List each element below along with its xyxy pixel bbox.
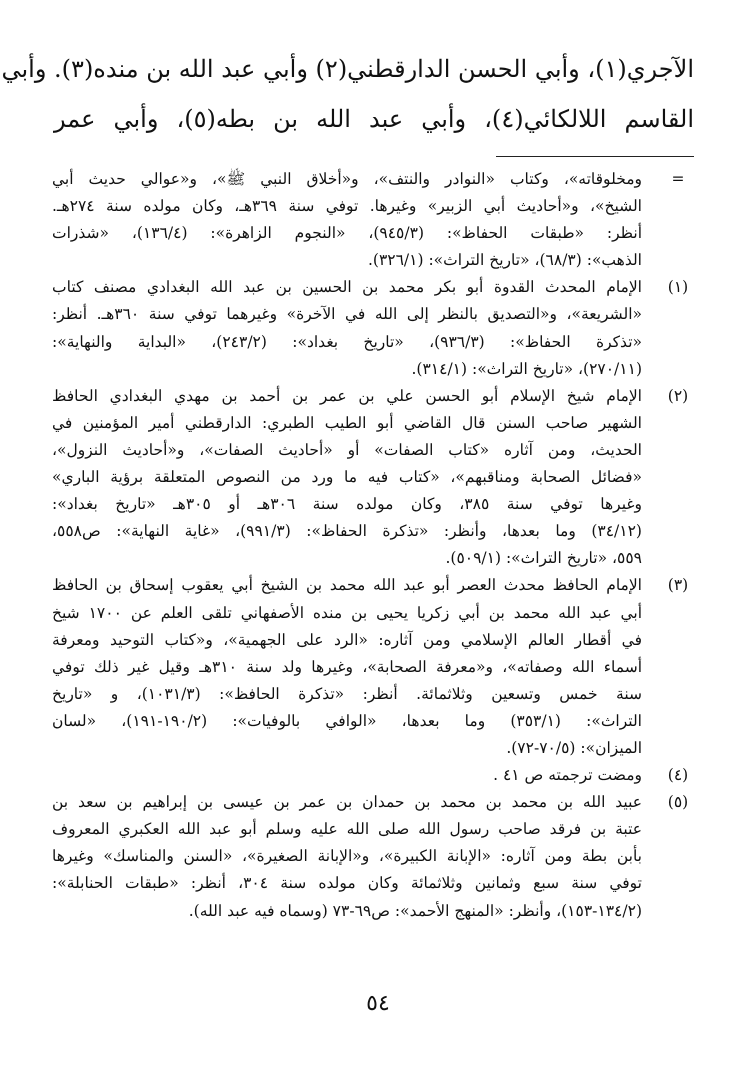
footnote-line: التراث»: (٣٥٣/١) وما بعدها، «الوافي بالوفيات»: (١٩٠/٢-١٩١)، «لسان [52, 711, 642, 730]
footnote-line: الشهير صاحب السنن قال القاضي أبو الطيب الطبري: الدارقطني أمير المؤمنين في [52, 413, 642, 432]
footnote-line: الميزان»: (٧٠/٥-٧٢). [506, 738, 642, 757]
footnote-line: أنظر: «طبقات الحفاظ»: (٩٤٥/٣)، «النجوم الزاهرة»: (١٣٦/٤)، «شذرات [52, 224, 642, 243]
footnote-1 [52, 274, 704, 382]
footnote-line: عتبة بن فرقد صاحب رسول الله صلى الله عليه وسلم أبو عبد الله العكبري المعروف [52, 820, 642, 839]
footnote-line: الشيخ»، و«أحاديث أبي الزبير» وغيرها. توفي سنة ٣٦٩هـ، وكان مولده سنة ٢٧٤هـ. [52, 197, 642, 216]
footnote-5 [52, 789, 704, 924]
footnote-4 [52, 762, 704, 789]
footnote-3 [52, 572, 704, 762]
footnote-line: (٣٤/١٢) وما بعدها، وأنظر: «تذكرة الحفاظ»: (٩٩١/٣)، «غاية النهاية»: ص٥٥٨، [52, 522, 642, 541]
footnote-line: الذهب»: (٦٨/٣)، «تاريخ التراث»: (٣٢٦/١). [367, 251, 642, 270]
footnote-2 [52, 383, 704, 573]
footnote-line: «فضائل الصحابة ومناقبهم»، «كتاب فيه ما ورد من النصوص المتعلقة برؤية الباري» [52, 468, 642, 487]
footnote-line: أسماء الله وصفاته»، و«معرفة الصحابة»، وغيرها ولد سنة ٣١٠هـ وقيل غير ذلك توفي [52, 657, 642, 676]
footnote-line: توفي سنة سبع وثمانين وثلاثمائة وكان مولده سنة ٣٠٤، أنظر: «طبقات الحنابلة»: [52, 874, 642, 893]
footnote-line: أبي عبد الله محمد بن أبي زكريا يحيى بن منده الأصفهاني تلقى العلم عن ١٧٠٠ شيخ [52, 603, 642, 622]
footnote-line: «تذكرة الحفاظ»: (٩٣٦/٣)، «تاريخ بغداد»: (٢٤٣/٢)، «البداية والنهاية»: [52, 332, 642, 351]
footnote-marker: (٣) [667, 576, 689, 595]
main-text-line: الآجري(١)، وأبي الحسن الدارقطني(٢) وأبي عبد الله بن منده(٣). وأبي [1, 55, 694, 83]
footnote-line: بأبن بطة ومن آثاره: «الإبانة الكبيرة»، و«الإبانة الصغيرة»، «السنن والمناسك» وغيرها [52, 847, 642, 866]
footnote-line: في أقطار العالم الإسلامي ومن آثاره: «الرد على الجهمية»، و«كتاب التوحيد ومعرفة [52, 630, 642, 649]
footnote-marker: (٢) [667, 386, 689, 405]
footnotes [52, 166, 704, 925]
footnote-marker: (٥) [667, 793, 689, 812]
footnote-separator [496, 156, 694, 157]
footnote-line: عبيد الله بن محمد بن محمد بن حمدان بن عمر بن عيسى بن إبراهيم بن سعد بن [52, 793, 642, 812]
footnote-line: وغيرها توفي سنة ٣٨٥، وكان مولده سنة ٣٠٦هـ أو ٣٠٥هـ «تاريخ بغداد»: [52, 495, 642, 514]
footnote-marker: (١) [667, 278, 689, 297]
footnote-marker: (٤) [667, 766, 689, 785]
footnote-line: سنة خمس وتسعين وثلاثمائة. أنظر: «تذكرة الحافظ»: (١٠٣١/٣)، و «تاريخ [52, 684, 643, 703]
footnote-line: الحديث، ومن آثاره «كتاب الصفات» أو «أحاديث الصفات»، و«أحاديث النزول»، [52, 440, 642, 459]
footnote-line: ومخلوقاته»، وكتاب «النوادر والنتف»، و«أخلاق النبي ﷺ»، و«عوالي حديث أبي [52, 170, 642, 188]
footnote-line: ٥٥٩، «تاريخ التراث»: (٥٠٩/١). [445, 549, 642, 568]
main-text-line: القاسم اللالكائي(٤)، وأبي عبد الله بن بطه(٥)، وأبي عمر [54, 105, 694, 133]
footnote-line: (١٣٤/٢-١٥٣)، وأنظر: «المنهج الأحمد»: ص٦٩-٧٣ (وسماه فيه عبد الله). [188, 901, 642, 920]
footnote-continued [52, 166, 704, 274]
footnote-line: ومضت ترجمته ص ٤١ . [493, 766, 642, 785]
footnote-marker: = [671, 170, 685, 188]
footnote-line: الإمام المحدث القدوة أبو بكر محمد بن الحسين بن عبد الله البغدادي مصنف كتاب [52, 278, 642, 297]
page-number: ٥٤ [366, 991, 390, 1016]
footnote-line: الإمام شيخ الإسلام أبو الحسن علي بن عمر بن أحمد بن مهدي البغدادي الحافظ [52, 386, 642, 405]
footnote-line: الإمام الحافظ محدث العصر أبو عبد الله محمد بن الشيخ أبي يعقوب إسحاق بن الحافظ [52, 576, 642, 595]
footnote-line: «الشريعة»، و«التصديق بالنظر إلى الله في الآخرة» وغيرهما توفي سنة ٣٦٠هـ. أنظر: [52, 305, 642, 324]
footnote-line: (٢٧٠/١١)، «تاريخ التراث»: (٣١٤/١). [411, 359, 642, 378]
main-text [1, 44, 694, 144]
